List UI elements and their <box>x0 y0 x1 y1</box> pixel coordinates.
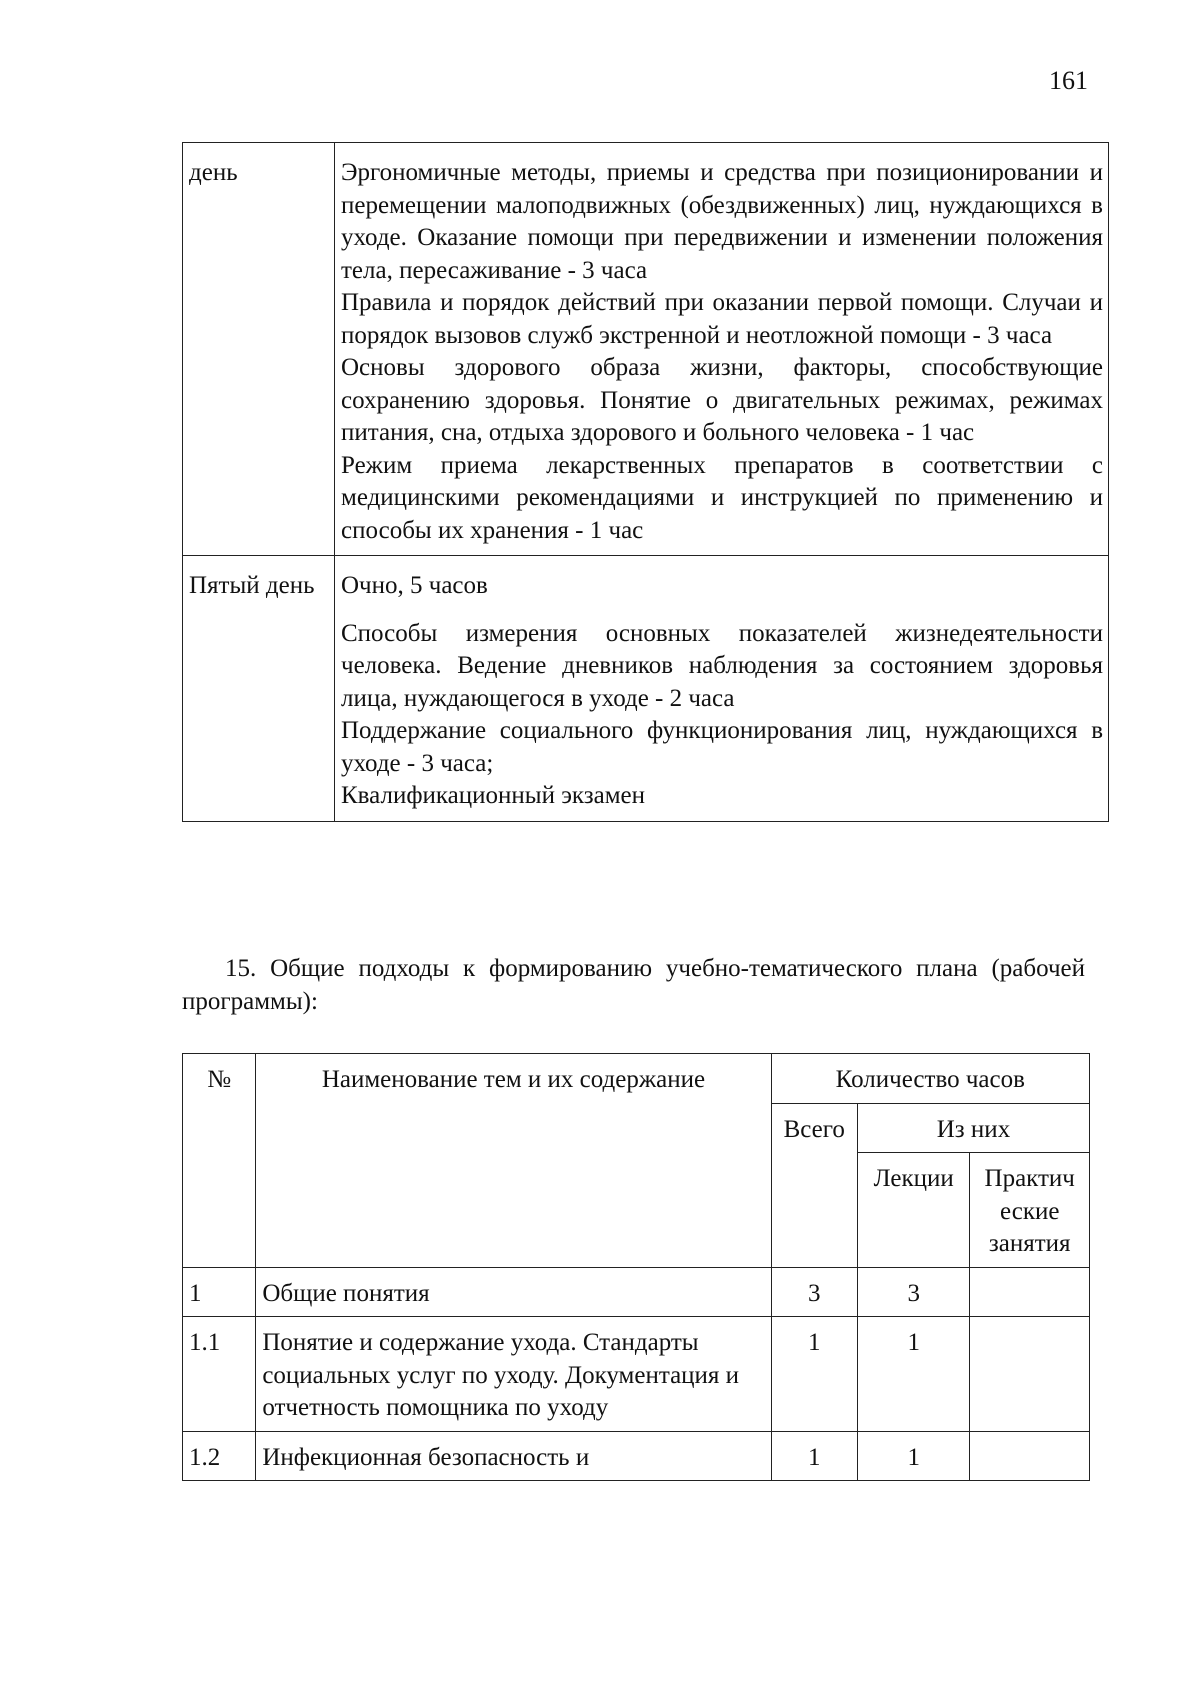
table-row <box>183 1431 1090 1481</box>
topic-paragraph: Квалификационный экзамен <box>341 782 646 809</box>
topic-paragraph: Поддержание социального функционирования лиц, нуждающихся в уходе - 3 часа; <box>341 717 1103 777</box>
table-row <box>183 1267 1090 1317</box>
row-number: 1.2 <box>183 1431 256 1481</box>
topic-paragraph: Режим приема лекарственных препаратов в соответствии с медицинскими рекомендациями и инструкцией по применению и способы их хранения - 1 час <box>341 451 1103 544</box>
topic-paragraph: Эргономичные методы, приемы и средства при позиционировании и перемещении малоподвижных (обездвиженных) лиц, нуждающихся в уходе. Оказание помощи при передвижении и изменении положения тела, пересаживание - 3 часа <box>341 159 1103 284</box>
row-number: 1 <box>183 1267 256 1317</box>
row-lectures: 3 <box>857 1267 969 1317</box>
header-practice: Практич еские занятия <box>970 1153 1090 1268</box>
schedule-table <box>182 142 1109 822</box>
schedule-row <box>183 143 1109 556</box>
row-total: 1 <box>771 1431 857 1481</box>
day-label: Пятый день <box>183 556 335 822</box>
page-number: 161 <box>1049 66 1088 95</box>
row-lectures: 1 <box>857 1317 969 1432</box>
row-practice <box>970 1267 1090 1317</box>
row-number: 1.1 <box>183 1317 256 1432</box>
day-label: день <box>183 143 335 556</box>
day-content <box>335 556 1109 822</box>
plan-table <box>182 1053 1090 1481</box>
day-content <box>335 143 1109 556</box>
table-row <box>183 1317 1090 1432</box>
topic-paragraph: Правила и порядок действий при оказании первой помощи. Случаи и порядок вызовов служб экстренной и неотложной помощи - 3 часа <box>341 289 1103 349</box>
row-name: Инфекционная безопасность и <box>256 1431 771 1481</box>
row-total: 1 <box>771 1317 857 1432</box>
header-hours: Количество часов <box>771 1054 1089 1104</box>
header-total: Всего <box>771 1103 857 1267</box>
header-name: Наименование тем и их содержание <box>256 1054 771 1268</box>
section-heading: 15. Общие подходы к формированию учебно-тематического плана (рабочей программы): <box>182 955 1085 1015</box>
topic-paragraph: Основы здорового образа жизни, факторы, способствующие сохранению здоровья. Понятие о двигательных режимах, режимах питания, сна, отдыха здорового и больного человека - 1 час <box>341 354 1103 446</box>
row-total: 3 <box>771 1267 857 1317</box>
row-practice <box>970 1317 1090 1432</box>
row-lectures: 1 <box>857 1431 969 1481</box>
schedule-row <box>183 556 1109 822</box>
header-row <box>183 1054 1090 1104</box>
header-number: № <box>183 1054 256 1268</box>
header-of-which: Из них <box>857 1103 1089 1153</box>
header-lectures: Лекции <box>857 1153 969 1268</box>
topic-paragraph: Способы измерения основных показателей жизнедеятельности человека. Ведение дневников наблюдения за состоянием здоровья лица, нуждающегося в уходе - 2 часа <box>341 619 1103 712</box>
row-name: Понятие и содержание ухода. Стандарты социальных услуг по уходу. Документация и отчетность помощника по уходу <box>256 1317 771 1432</box>
row-name: Общие понятия <box>256 1267 771 1317</box>
row-practice <box>970 1431 1090 1481</box>
format-line: Очно, 5 часов <box>341 572 488 599</box>
